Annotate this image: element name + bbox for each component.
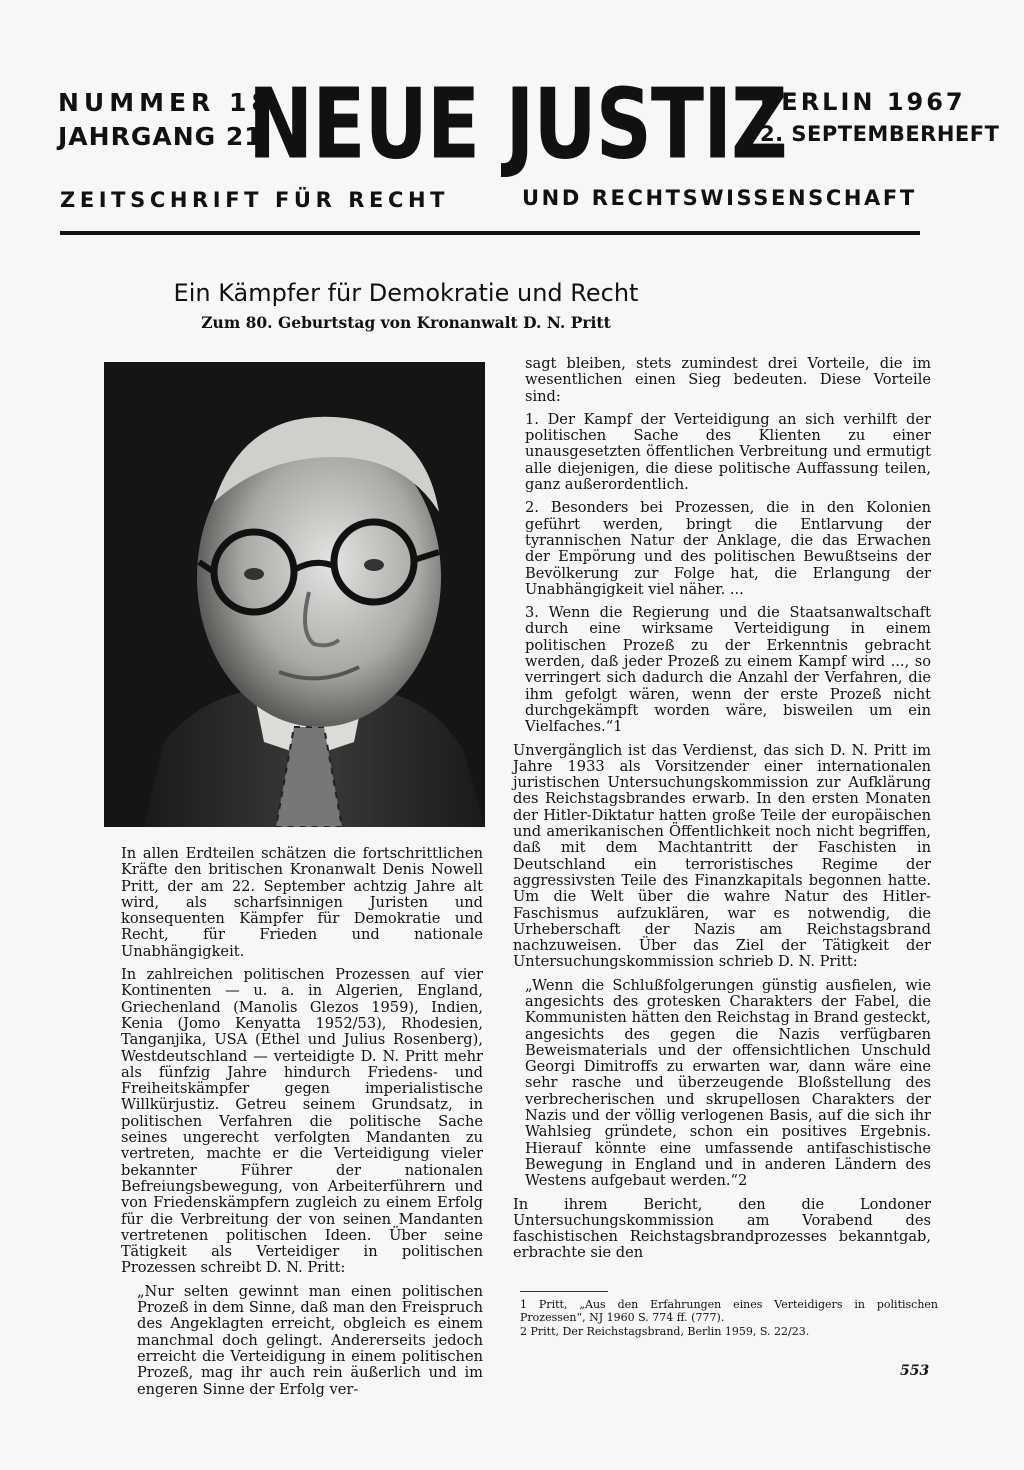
quote-paragraph: „Nur selten gewinnt man einen politischen Prozeß in dem Sinne, daß man den Freispruch des Angeklagten erreicht, obgleich es einem manchmal doch gelingt. Andererseits jedoch erreicht die Verteidigung in einem politischen Prozeß, mag ihr auch rein äußerlich und im engeren Sinne der Erfolg ver- <box>137 1282 483 1398</box>
footnotes <box>520 1298 938 1339</box>
footnote: 1 Pritt, „Aus den Erfahrungen eines Verteidigers in politischen Prozessen“, NJ 1960 S. 774 ff. (777). <box>520 1298 938 1324</box>
article-title: Ein Kämpfer für Demokratie und Recht <box>173 279 639 307</box>
article-left-column <box>121 846 483 1405</box>
footnote-divider <box>520 1291 608 1292</box>
issue-label: 2. SEPTEMBERHEFT <box>760 122 1000 146</box>
journal-subtitle-right: UND RECHTSWISSENSCHAFT <box>522 186 917 210</box>
masthead-rule <box>60 231 920 235</box>
volume-year: JAHRGANG 21 <box>58 122 263 151</box>
place-year: BERLIN 1967 <box>760 88 966 116</box>
portrait-photo <box>104 362 485 827</box>
article-subtitle: Zum 80. Geburtstag von Kronanwalt D. N. Pritt <box>201 313 611 332</box>
article-right-column <box>513 356 931 1269</box>
journal-subtitle-left: ZEITSCHRIFT FÜR RECHT <box>60 188 450 212</box>
paragraph: In zahlreichen politischen Prozessen auf vier Kontinenten — u. a. in Algerien, England, Griechenland (Manolis Glezos 1959), Indien, Kenia (Jomo Kenyatta 1952/53), Rhodesien, Tanganjika, USA (Ethel und Julius Rosenberg), Westdeutschland — verteidigte D. N. Pritt mehr als fünfzig Jahre hindurch Friedens- und Freiheitskämpfer gegen imperialistische Willkürjustiz. Getreu seinem Grundsatz, in politischen Verfahren die politische Sache seines ungerecht verfolgten Mandanten zu vertreten, machte er die Verteidigung vieler bekannter Führer der nationalen Befreiungsbewegung, von Arbeiterführern und von Friedenskämpfern zugleich zu einem Erfolg für die Verbreitung der von seinen Mandanten vertretenen politischen Ideen. Über seine Tätigkeit als Verteidiger in politischen Prozessen schreibt D. N. Pritt: <box>121 966 483 1277</box>
footnote: 2 Pritt, Der Reichstagsbrand, Berlin 1959, S. 22/23. <box>520 1325 810 1338</box>
quote-paragraph: „Wenn die Schlußfolgerungen günstig ausfielen, wie angesichts des grotesken Charakters der Fabel, die Kommunisten hätten den Reichstag in Brand gesteckt, angesichts des gegen die Nazis verfügbaren Beweismaterials und der offensichtlichen Unschuld Georgi Dimitroffs zu erwarten war, dann wäre eine sehr rasche und überzeugende Bloßstellung des verbrecherischen und skrupellosen Charakters der Nazis und der völlig verlogenen Basis, auf die sich ihr Wahlsieg gründete, schon ein positives Ergebnis. Hierauf könnte eine umfassende antifaschistische Bewegung in England und in anderen Ländern des Westens aufgebaut werden.“2 <box>525 976 931 1190</box>
issue-number: NUMMER 18 <box>58 88 274 117</box>
paragraph: In allen Erdteilen schätzen die fortschrittlichen Kräfte den britischen Kronanwalt Denis Nowell Pritt, der am 22. September achtzig Jahre alt wird, als scharfsinnigen Juristen und konsequenten Kämpfer für Demokratie und Recht, für Frieden und nationale Unabhängigkeit. <box>121 845 483 960</box>
quote-list-item: 1. Der Kampf der Verteidigung an sich verhilft der politischen Sache des Klienten zu einer unausgesetzten öffentlichen Verbreitung und ermutigt alle diejenigen, die diese politische Auffassung teilen, ganz außerordentlich. <box>525 410 931 494</box>
quote-list-item: 3. Wenn die Regierung und die Staatsanwaltschaft durch eine wirksame Verteidigung in einem politischen Prozeß zu der Erkenntnis gebracht werden, daß jeder Prozeß zu einem Kampf wird ..., so verringert sich dadurch die Anzahl der Verfahren, die ihm gefolgt wären, wenn der erste Prozeß nicht durchgekämpft worden wäre, bisweilen um ein Vielfaches.“1 <box>525 604 931 736</box>
journal-logo: NEUE JUSTIZ <box>248 68 787 181</box>
paragraph: Unvergänglich ist das Verdienst, das sich D. N. Pritt im Jahre 1933 als Vorsitzender einer internationalen juristischen Untersuchungskommission zur Aufklärung des Reichstagsbrandes erwarb. In den ersten Monaten der Hitler-Diktatur hatten große Teile der europäischen und amerikanischen Öffentlichkeit noch nicht begriffen, daß mit dem Machtantritt der Faschisten in Deutschland ein terroristisches Regime der aggressivsten Teile des Finanzkapitals begonnen hatte. Um die Welt über die wahre Natur des Hitler-Faschismus aufzuklären, war es notwendig, die Urheberschaft der Nazis am Reichstagsbrand nachzuweisen. Über das Ziel der Tätigkeit der Untersuchungskommission schrieb D. N. Pritt: <box>513 741 931 971</box>
paragraph: In ihrem Bericht, den die Londoner Untersuchungskommission am Vorabend des faschistischen Reichstagsbrandprozesses bekanntgab, erbrachte sie den <box>513 1195 931 1262</box>
quote-list-item: 2. Besonders bei Prozessen, die in den Kolonien geführt werden, bringt die Entlarvung der tyrannischen Natur der Anklage, die das Erwachen der Empörung und des politischen Bewußtseins der Bevölkerung zur Folge hat, die Erlangung der Unabhängigkeit viel näher. ... <box>525 499 931 598</box>
quote-paragraph: sagt bleiben, stets zumindest drei Vorteile, die im wesentlichen einen Sieg bedeuten. Diese Vorteile sind: <box>525 355 931 405</box>
page-number: 553 <box>900 1363 930 1379</box>
